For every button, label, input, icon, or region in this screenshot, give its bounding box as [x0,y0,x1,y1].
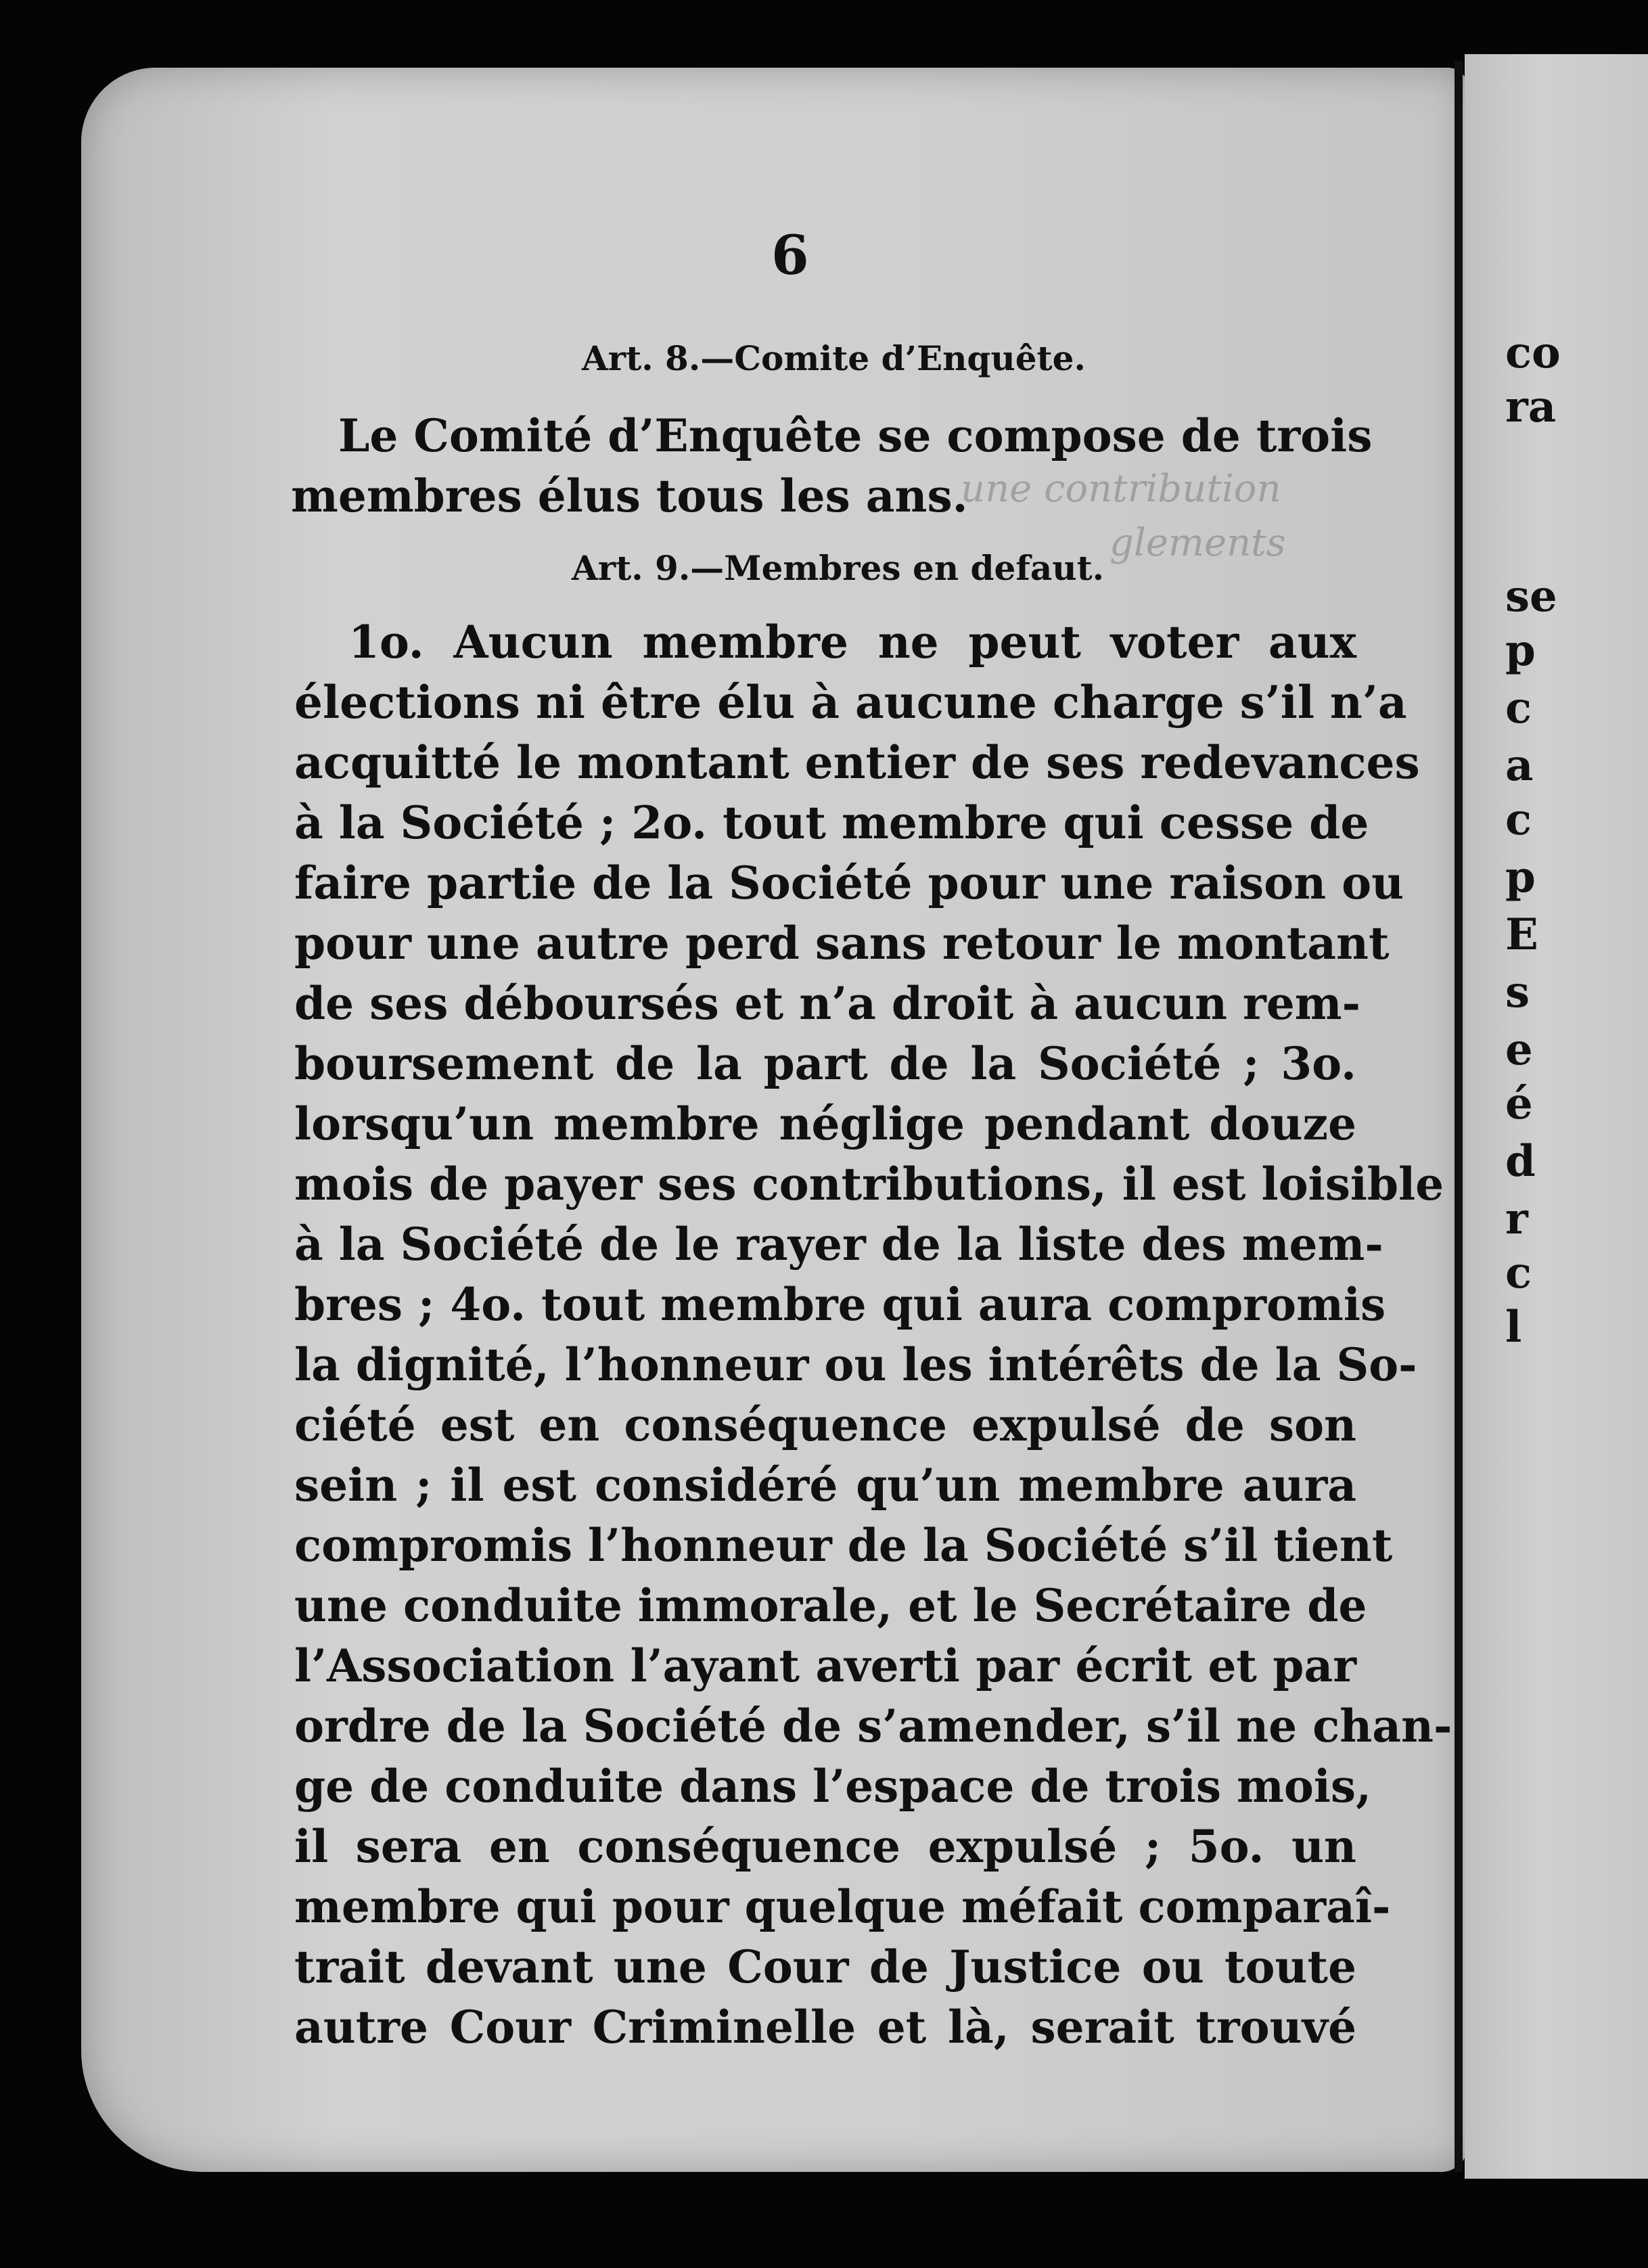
bleed-through-text: glements [1109,521,1286,565]
text-line: boursement de la part de la Société ; 3o. [294,1037,1356,1090]
text-line: à la Société ; 2o. tout membre qui cesse de [294,796,1369,849]
adjacent-page-fragment: c [1505,794,1532,845]
text-line: ciété est en conséquence expulsé de son [294,1399,1356,1451]
adjacent-page-fragment: l [1505,1302,1522,1353]
adjacent-page-fragment: s [1505,967,1530,1018]
adjacent-page-fragment: p [1505,625,1536,676]
text-line: l’Association l’ayant averti par écrit et par [294,1639,1356,1692]
text-line: membre qui pour quelque méfait comparaî- [294,1880,1391,1933]
adjacent-page-fragment: é [1505,1079,1533,1129]
page-number: 6 [771,223,809,287]
adjacent-page-fragment: c [1505,683,1532,733]
adjacent-page-fragment: p [1505,852,1536,903]
article-8-text [291,406,1373,526]
adjacent-page-fragment: c [1505,1248,1532,1298]
text-line: ge de conduite dans l’espace de trois mois, [294,1760,1372,1813]
bleed-through-text: une contribution [961,467,1281,511]
adjacent-page-fragment: e [1505,1024,1533,1075]
page-gutter [1455,61,1463,2172]
text-line: compromis l’honneur de la Société s’il tient [294,1519,1393,1572]
adjacent-page-fragment: r [1505,1194,1528,1244]
text-line: acquitté le montant entier de ses redevances [294,736,1420,789]
text-line: pour une autre perd sans retour le montant [294,917,1390,970]
text-line: élections ni être élu à aucune charge s’il n’a [294,676,1407,729]
text-line: à la Société de le rayer de la liste des mem- [294,1218,1383,1271]
text-line: la dignité, l’honneur ou les intérêts de la So- [294,1338,1417,1391]
text-line: sein ; il est considéré qu’un membre aura [294,1459,1356,1512]
text-line: faire partie de la Société pour une raison ou [294,857,1404,909]
text-line: Le Comité d’Enquête se compose de trois [338,409,1373,462]
text-line: il sera en conséquence expulsé ; 5o. un [294,1820,1356,1873]
adjacent-page-fragment: d [1505,1136,1536,1187]
adjacent-page-fragment: se [1505,571,1557,622]
text-line: de ses déboursés et n’a droit à aucun rem- [294,977,1361,1030]
article-8-heading: Art. 8.—Comite d’Enquête. [582,338,1086,378]
text-line: 1o. Aucun membre ne peut voter aux [348,616,1356,668]
text-line: membres élus tous les ans. [291,470,968,522]
text-line: ordre de la Société de s’amender, s’il ne chan- [294,1700,1452,1752]
text-line: lorsqu’un membre néglige pendant douze [294,1097,1356,1150]
text-line: autre Cour Criminelle et là, serait trouvé [294,2001,1356,2054]
adjacent-page-fragment: ra [1505,382,1557,432]
adjacent-page-fragment: E [1505,909,1538,960]
text-line: une conduite immorale, et le Secrétaire de [294,1579,1367,1632]
text-line: trait devant une Cour de Justice ou toute [294,1941,1356,1993]
adjacent-page-fragment: a [1505,740,1534,791]
article-9-text [294,612,1452,2058]
adjacent-page-fragment: co [1505,327,1561,378]
text-line: bres ; 4o. tout membre qui aura compromis [294,1278,1386,1331]
article-9-heading: Art. 9.—Membres en defaut. [572,548,1105,588]
text-line: mois de payer ses contributions, il est loisible [294,1158,1444,1210]
